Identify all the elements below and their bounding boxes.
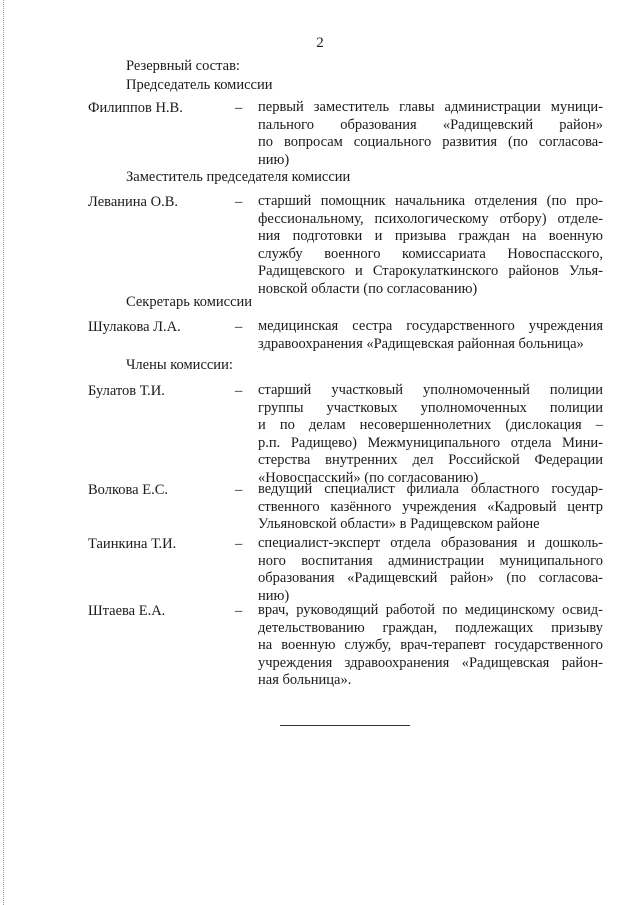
role-line: нию) [258,587,290,604]
role-line: службу военного комиссариата Новоспасского, [258,245,603,262]
dash: – [235,482,243,498]
role-line: р.п. Радищево) Межмуниципального отдела Мини- [258,434,603,451]
role-line: Ульяновской области» в Радищевском районе [258,516,540,532]
secretary-title: Секретарь комиссии [126,294,253,310]
role-line: Радищевского и Старокулаткинского районов Улья- [258,263,603,279]
closing-rule [280,725,410,726]
member-name: Шулакова Л.А. [88,319,181,335]
members-title: Члены комиссии: [126,357,233,373]
role-line: на военную службу, врач-терапевт государственного [258,637,603,653]
member-role [258,602,603,690]
role-line: стерства внутренних дел Российской Федерации [258,452,603,468]
member-role [258,193,603,298]
member-name: Таинкина Т.И. [88,536,177,552]
role-line: ведущий специалист филиала областного государ- [258,481,603,497]
dash: – [235,536,243,552]
role-line: старший участковый уполномоченный полиции [258,382,603,398]
member-name: Филиппов Н.В. [88,100,183,116]
member-role [258,481,603,534]
role-line: учреждения здравоохранения «Радищевская район- [258,654,603,671]
role-line: пального образования «Радищевский район» [258,116,603,133]
reserve-title: Резервный состав: [126,58,240,74]
role-line: медицинская сестра государственного учреждения [258,318,603,334]
role-line: образования «Радищевский район» (по согласова- [258,570,603,586]
role-line: специалист-эксперт отдела образования и дошколь- [258,535,603,551]
deputy-title: Заместитель председателя комиссии [126,169,351,185]
role-line: нию) [258,151,290,168]
member-name: Булатов Т.И. [88,383,165,399]
dash: – [235,603,243,619]
role-line: и по делам несовершеннолетних (дислокация – [258,417,603,433]
member-role [258,99,603,169]
member-role [258,318,603,353]
role-line: «Новоспасский» (по согласованию) [258,469,479,486]
chairman-title: Председатель комиссии [126,77,273,93]
role-line: ния подготовки и призыва граждан на военную [258,228,603,244]
member-name: Штаева Е.А. [88,603,166,619]
role-line: первый заместитель главы администрации муници- [258,99,603,115]
member-role [258,535,603,605]
page-number: 2 [316,35,324,51]
role-line: здравоохранения «Радищевская районная больница» [258,335,584,352]
role-line: старший помощник начальника отделения (по про- [258,193,603,209]
role-line: ного воспитания администрации муниципального [258,552,603,569]
dash: – [235,319,243,335]
role-line: детельствованию граждан, подлежащих призыву [258,619,603,636]
dash: – [235,194,243,210]
role-line: по вопросам социального развития (по согласова- [258,134,603,150]
member-name: Леванина О.В. [88,194,178,210]
role-line: фессиональному, психологическому отбору) отделе- [258,210,603,227]
role-line: группы участковых уполномоченных полиции [258,399,603,416]
role-line: новской области (по согласованию) [258,280,478,297]
role-line: ственного казённого учреждения «Кадровый центр [258,498,603,515]
dash: – [235,383,243,399]
member-name: Волкова Е.С. [88,482,169,498]
role-line: врач, руководящий работой по медицинскому освид- [258,602,603,618]
dash: – [235,100,243,116]
role-line: ная больница». [258,672,352,688]
scan-edge [3,0,5,905]
member-role [258,382,603,487]
